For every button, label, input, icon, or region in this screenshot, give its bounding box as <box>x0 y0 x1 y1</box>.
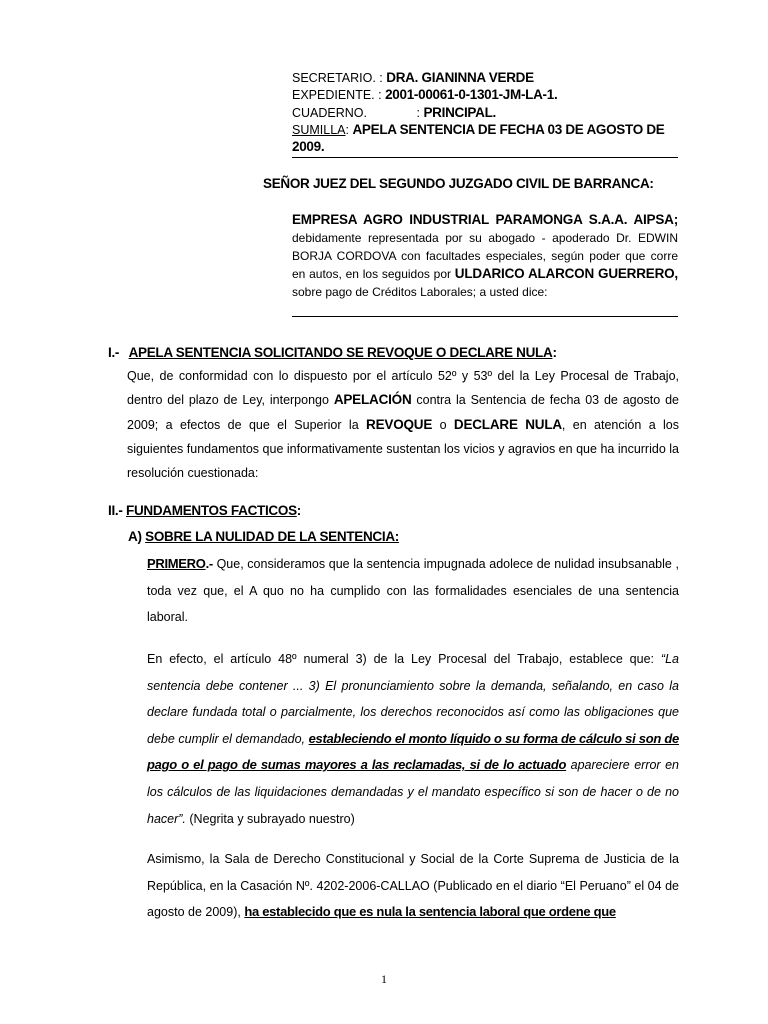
sumilla-line-2 <box>292 138 678 156</box>
cuaderno-value: PRINCIPAL. <box>423 105 496 120</box>
section-1-number: I.- <box>108 345 120 360</box>
s1-text-o: o <box>439 417 447 432</box>
party-text: debidamente representada por su abogado - apoderado Dr. EDWIN BORJA CORDOVA con facultades especiales, según poder que corre en autos, en los seguidos por <box>292 231 678 281</box>
subsection-a-heading <box>128 529 399 544</box>
s1-text-b: contra la Sentencia de fecha 03 de agosto de 2009; a efectos de que el Superior la <box>127 393 679 432</box>
section-1-heading <box>108 345 557 360</box>
primero-separator: .- <box>205 556 213 571</box>
expediente-value: 2001-00061-0-1301-JM-LA-1. <box>385 87 558 102</box>
cuaderno-separator: : <box>416 106 420 120</box>
party-block <box>292 211 678 301</box>
revoque-term: REVOQUE <box>366 416 433 432</box>
sumilla-value: APELA SENTENCIA DE FECHA 03 DE AGOSTO DE <box>352 122 665 137</box>
secretario-line <box>292 69 678 87</box>
sumilla-value-cont: 2009. <box>292 139 325 154</box>
section-1-title: APELA SENTENCIA SOLICITANDO SE REVOQUE O DECLARE NULA <box>128 345 553 360</box>
article-quote: “La sentencia debe contener ... 3) El pronunciamiento sobre la demanda, señalando, en caso la declare fundada total o parcialmente, los derechos reconocidos así como las obligaciones que debe cumplir el demandado, <box>147 652 679 746</box>
secretario-label: SECRETARIO. : <box>292 71 383 85</box>
subsection-a-letter: A) <box>128 529 142 544</box>
s1-text-a: Que, de conformidad con lo dispuesto por el artículo 52º y 53º del la Ley Procesal de Trabajo, dentro del plazo de Ley, interpongo <box>127 369 679 408</box>
section-2-heading <box>108 503 301 518</box>
efecto-paragraph <box>147 646 679 832</box>
section-2-title: FUNDAMENTOS FACTICOS <box>126 503 297 518</box>
quote-note: (Negrita y subrayado nuestro) <box>189 811 355 826</box>
sumilla-separator: : <box>345 123 349 137</box>
section-2-number: II.- <box>108 503 123 518</box>
page-number: 1 <box>381 972 387 986</box>
company-name: EMPRESA AGRO INDUSTRIAL PARAMONGA S.A.A. AIPSA; <box>292 212 678 227</box>
party-text-end: sobre pago de Créditos Laborales; a usted dice: <box>292 285 548 299</box>
section-1-colon: : <box>552 345 557 360</box>
declare-nula-term: DECLARE NULA <box>453 416 562 432</box>
salutation: SEÑOR JUEZ DEL SEGUNDO JUZGADO CIVIL DE BARRANCA: <box>263 176 654 191</box>
article-quote-end: apareciere error en los cálculos de las liquidaciones demandadas y el mandato específico si son de hacer o de no hacer”. <box>147 758 680 826</box>
section-1-paragraph <box>127 364 679 485</box>
section-2-colon: : <box>296 503 301 518</box>
opponent-name: ULDARICO ALARCON GUERRERO, <box>454 266 678 281</box>
primero-text: Que, consideramos que la sentencia impugnada adolece de nulidad insubsanable , toda vez que, el A quo no ha cumplido con las formalidades esenciales de una sentencia laboral. <box>147 557 679 625</box>
primero-paragraph <box>147 551 679 631</box>
cuaderno-line <box>292 104 678 122</box>
asimismo-text: Asimismo, la Sala de Derecho Constitucional y Social de la Corte Suprema de Justicia de la República, en la Casación Nº. 4202-2006-CALLAO (Publicado en el diario “El Peruano” el 04 de agosto de 2009), <box>147 852 679 920</box>
s1-text-c: , en atención a los siguientes fundamentos que informativamente sustentan los vicios y agravios en que ha incurrido la resolución cuestionada: <box>127 417 680 481</box>
cuaderno-label: CUADERNO. <box>292 106 368 120</box>
expediente-label: EXPEDIENTE. : <box>292 88 382 102</box>
efecto-intro: En efecto, el artículo 48º numeral 3) de la Ley Procesal del Trabajo, establece que: <box>147 652 654 666</box>
primero-label: PRIMERO <box>147 556 206 571</box>
secretario-value: DRA. GIANINNA VERDE <box>386 70 534 85</box>
party-divider <box>292 316 678 317</box>
asimismo-paragraph <box>147 846 679 926</box>
subsection-a-title: SOBRE LA NULIDAD DE LA SENTENCIA: <box>145 529 399 544</box>
apelacion-term: APELACIÓN <box>333 392 412 408</box>
article-quote-emphasis: estableciendo el monto líquido o su forma de cálculo si son de pago o el pago de sumas mayores a las reclamadas, si de lo actuado <box>147 730 679 773</box>
expediente-line <box>292 86 678 104</box>
header-divider <box>292 157 678 158</box>
asimismo-emphasis: ha establecido que es nula la sentencia laboral que ordene que <box>244 904 616 920</box>
sumilla-label: SUMILLA <box>292 123 346 137</box>
sumilla-line <box>292 121 678 139</box>
